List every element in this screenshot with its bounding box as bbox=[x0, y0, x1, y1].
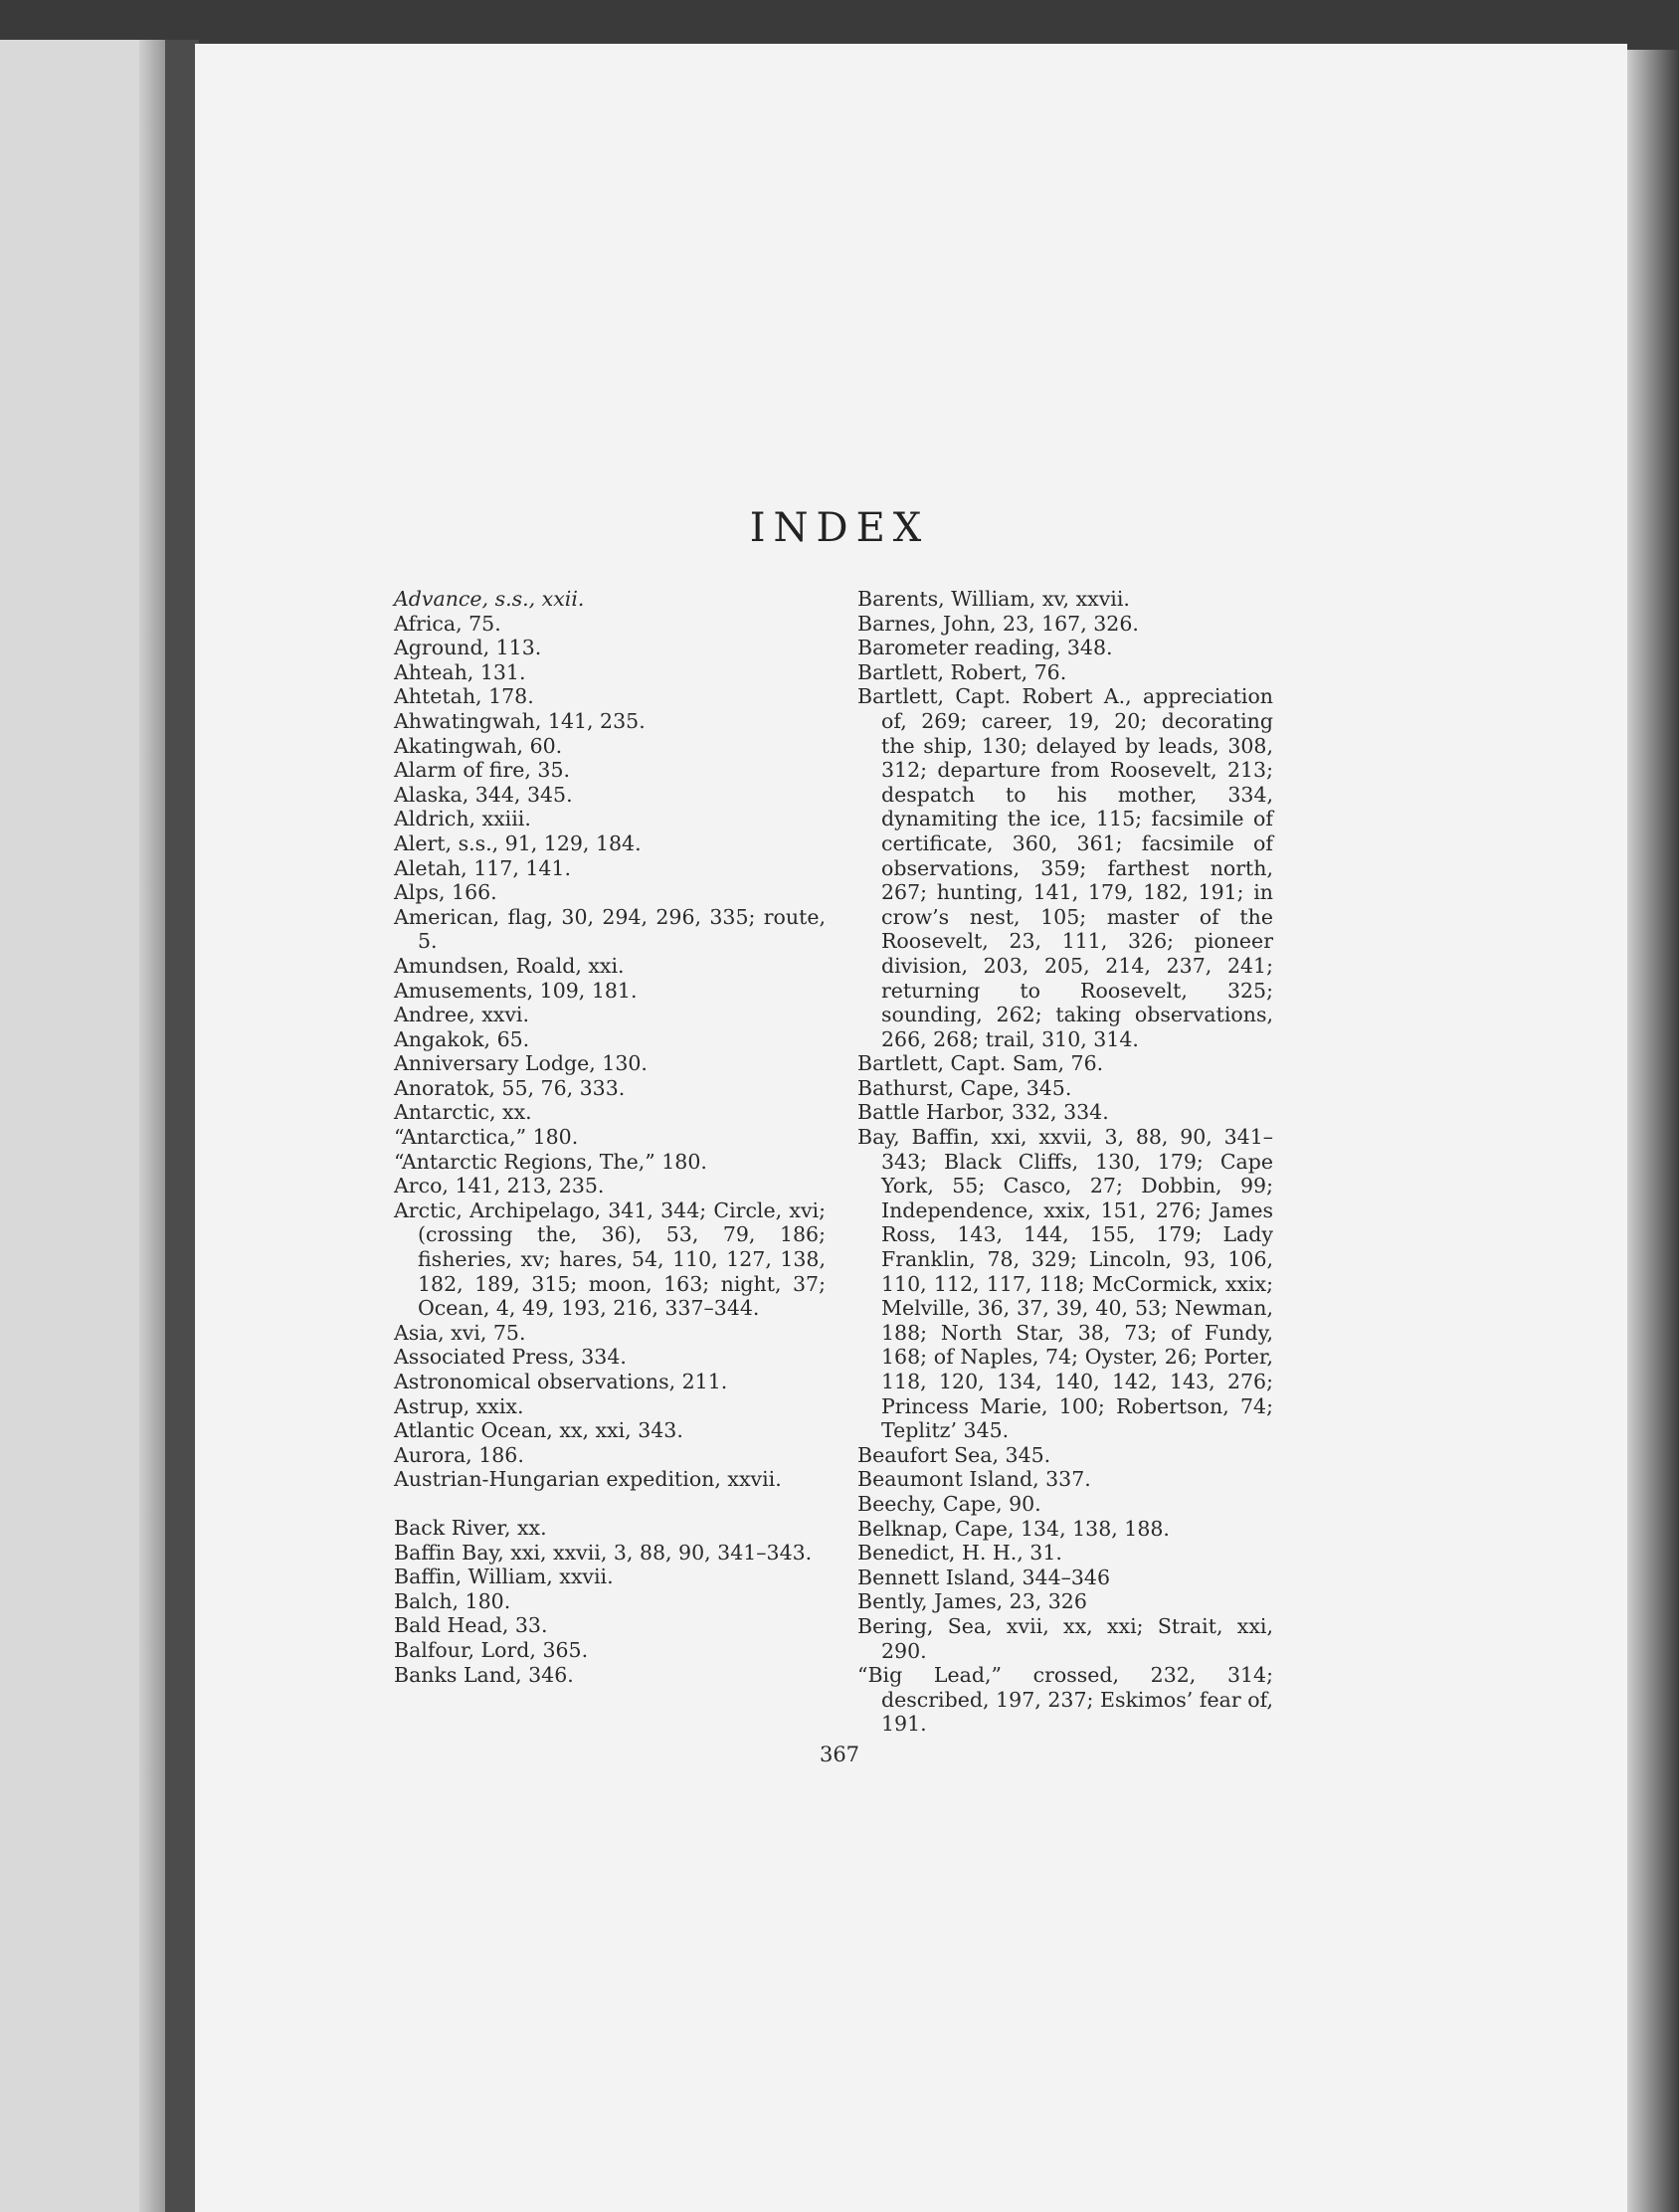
index-entry: Belknap, Cape, 134, 138, 188. bbox=[857, 1516, 1170, 1541]
index-entry: Alarm of fire, 35. bbox=[394, 758, 571, 783]
index-entry: Aurora, 186. bbox=[394, 1442, 524, 1467]
index-entry: Africa, 75. bbox=[394, 611, 501, 636]
index-entry: Ahwatingwah, 141, 235. bbox=[394, 708, 646, 733]
index-entry: “Big Lead,” crossed, 232, 314; described, 197, 237; Eskimos’ fear of, 191. bbox=[857, 1663, 1273, 1737]
page-number: 367 bbox=[819, 1743, 860, 1766]
index-entry: Astronomical observations, 211. bbox=[394, 1370, 728, 1393]
index-entry: Bartlett, Robert, 76. bbox=[857, 659, 1067, 684]
index-entry: Bay, Baffin, xxi, xxvii, 3, 88, 90, 341–343; Black Cliffs, 130, 179; Cape York, 55; Casco, 27; Dobbin, 99; Independence, xxix, 151, 276; James Ross, 143, 144, 155, 179; Lady Franklin, 78, 329; Lincoln, 93, 106, 110, 112, 117, 118; McCormick, xxix; Melville, 36, 37, 39, 40, 53; Newman, 188; North Star, 38, 73; of Fundy, 168; of Naples, 74; Oyster, 26; Porter, 118, 120, 134, 140, 142, 143, 276; Princess Marie, 100; Robertson, 74; Teplitz’ 345. bbox=[857, 1125, 1273, 1443]
index-entry: Akatingwah, 60. bbox=[394, 733, 563, 758]
index-entry: Baffin, William, xxvii. bbox=[394, 1565, 614, 1589]
index-entry: Advance, s.s., xxii. bbox=[394, 587, 585, 611]
index-entry: Ahtetah, 178. bbox=[394, 684, 534, 709]
index-entry: Baffin Bay, xxi, xxvii, 3, 88, 90, 341–343. bbox=[394, 1540, 813, 1565]
index-entry: Benedict, H. H., 31. bbox=[857, 1541, 1062, 1566]
index-entry: Angakok, 65. bbox=[394, 1026, 530, 1051]
index-entry: Bently, James, 23, 326 bbox=[857, 1589, 1087, 1614]
index-entry: Astrup, xxix. bbox=[394, 1393, 524, 1418]
index-entry: Antarctic, xx. bbox=[394, 1100, 532, 1125]
index-entry: Amusements, 109, 181. bbox=[394, 978, 638, 1003]
index-entry: Beaumont Island, 337. bbox=[857, 1467, 1091, 1492]
page-title: INDEX bbox=[749, 505, 930, 551]
index-entry: “Antarctic Regions, The,” 180. bbox=[394, 1149, 707, 1174]
index-entry: Andree, xxvi. bbox=[394, 1003, 530, 1027]
index-entry: Bennett Island, 344–346 bbox=[857, 1565, 1110, 1589]
index-entry: Anniversary Lodge, 130. bbox=[394, 1051, 648, 1076]
index-entry: Alps, 166. bbox=[394, 880, 497, 905]
index-column-right bbox=[857, 587, 1273, 1737]
index-entry: “Antarctica,” 180. bbox=[394, 1125, 579, 1150]
index-entry: Associated Press, 334. bbox=[394, 1345, 627, 1370]
index-entry: Aground, 113. bbox=[394, 636, 542, 660]
index-entry: Barometer reading, 348. bbox=[857, 636, 1113, 660]
index-entry: Banks Land, 346. bbox=[394, 1662, 574, 1687]
index-entry: Beechy, Cape, 90. bbox=[857, 1491, 1041, 1516]
index-entry: Austrian-Hungarian expedition, xxvii. bbox=[394, 1467, 782, 1492]
index-entry: Alaska, 344, 345. bbox=[394, 782, 573, 807]
index-entry: Battle Harbor, 332, 334. bbox=[857, 1100, 1109, 1125]
index-entry: Beaufort Sea, 345. bbox=[857, 1442, 1051, 1467]
index-column-left bbox=[394, 587, 826, 1687]
index-entry: Bathurst, Cape, 345. bbox=[857, 1075, 1072, 1100]
index-entry: Bald Head, 33. bbox=[394, 1613, 548, 1638]
index-entry: Aldrich, xxiii. bbox=[394, 807, 531, 831]
index-entry: American, flag, 30, 294, 296, 335; route, 5. bbox=[394, 904, 826, 954]
index-entry: Bering, Sea, xvii, xx, xxi; Strait, xxi, 290. bbox=[857, 1613, 1273, 1663]
index-entry: Alert, s.s., 91, 129, 184. bbox=[394, 830, 642, 855]
index-entry: Arctic, Archipelago, 341, 344; Circle, xvi; (crossing the, 36), 53, 79, 186; fisheries, xv; hares, 54, 110, 127, 138, 182, 189, 315; moon, 163; night, 37; Ocean, 4, 49, 193, 216, 337–344. bbox=[394, 1198, 826, 1321]
index-entry: Bartlett, Capt. Robert A., appreciation of, 269; career, 19, 20; decorating the ship, 130; delayed by leads, 308, 312; departure from Roosevelt, 213; despatch to his mother, 334, dynamiting the ice, 115; facsimile of certificate, 360, 361; facsimile of observations, 359; farthest north, 267; hunting, 141, 179, 182, 191; in crow’s nest, 105; master of the Roosevelt, 23, 111, 326; pioneer division, 203, 205, 214, 237, 241; returning to Roosevelt, 325; sounding, 262; taking observations, 266, 268; trail, 310, 314. bbox=[857, 684, 1273, 1051]
index-entry: Atlantic Ocean, xx, xxi, 343. bbox=[394, 1418, 683, 1443]
index-entry: Balch, 180. bbox=[394, 1588, 511, 1613]
index-entry: Back River, xx. bbox=[394, 1515, 547, 1540]
index-entry: Amundsen, Roald, xxi. bbox=[394, 953, 625, 978]
index-entry: Balfour, Lord, 365. bbox=[394, 1637, 589, 1662]
book-spine bbox=[165, 40, 199, 2212]
page-edges bbox=[1627, 50, 1679, 2212]
index-entry: Anoratok, 55, 76, 333. bbox=[394, 1075, 626, 1100]
index-entry: Bartlett, Capt. Sam, 76. bbox=[857, 1051, 1104, 1076]
index-entry: Arco, 141, 213, 235. bbox=[394, 1174, 605, 1198]
index-entry: Ahteah, 131. bbox=[394, 659, 526, 684]
index-entry: Aletah, 117, 141. bbox=[394, 855, 571, 880]
index-entry: Barnes, John, 23, 167, 326. bbox=[857, 611, 1139, 636]
index-entry: Asia, xvi, 75. bbox=[394, 1320, 526, 1345]
index-entry: Barents, William, xv, xxvii. bbox=[857, 587, 1130, 611]
